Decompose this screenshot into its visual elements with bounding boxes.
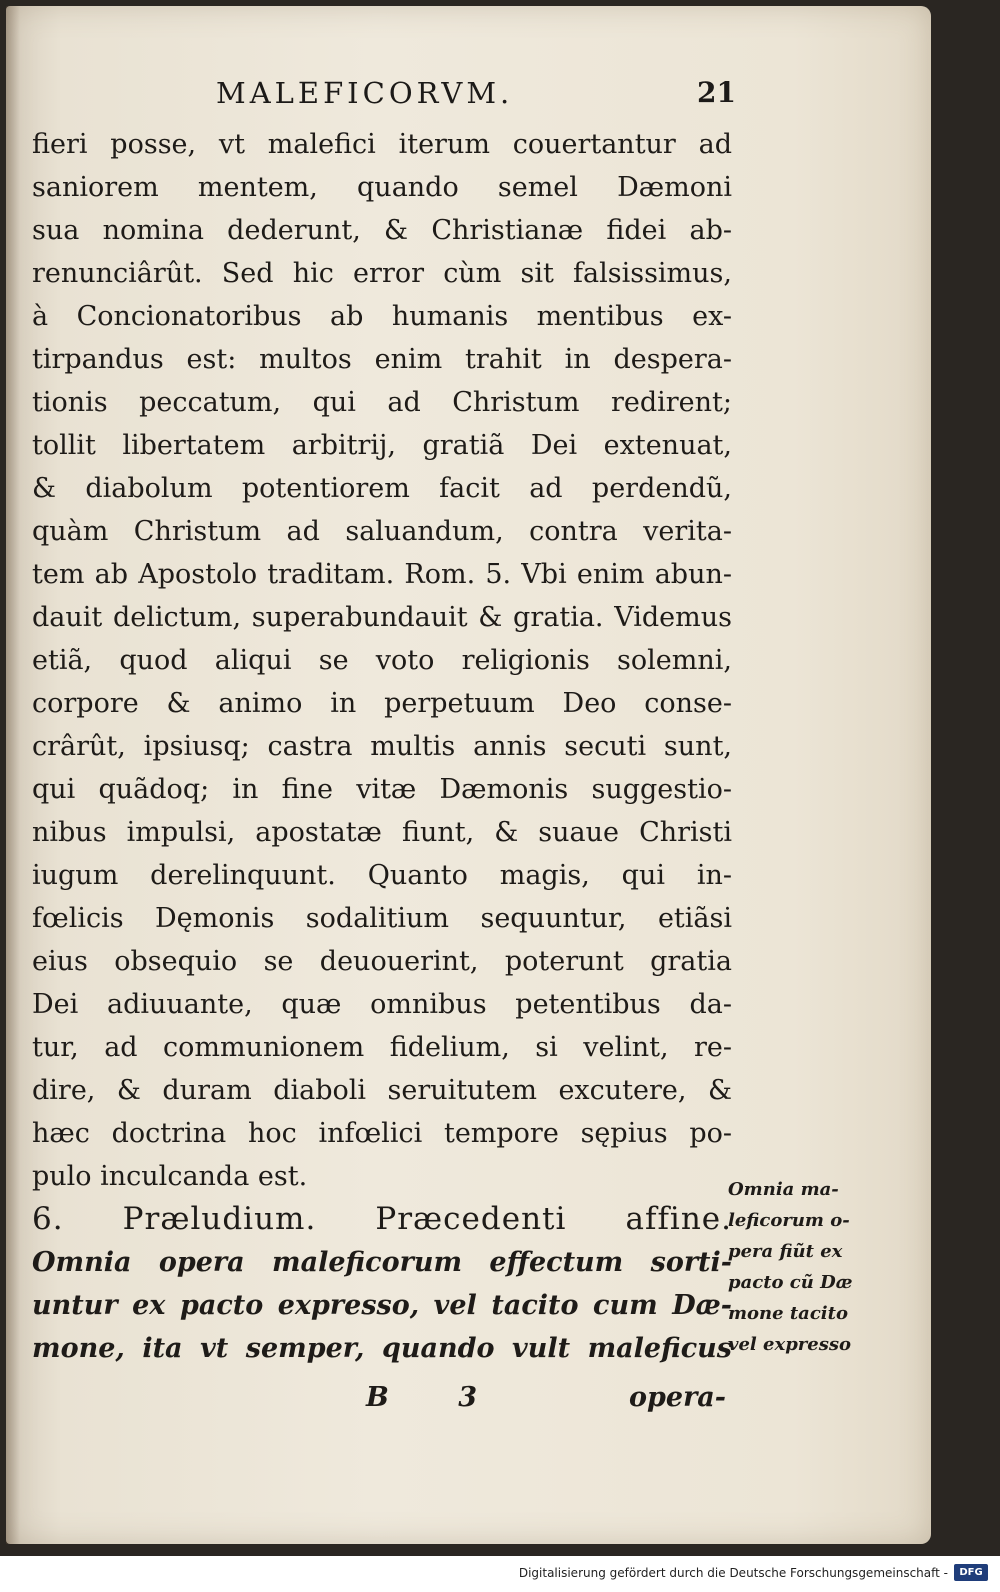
marginal-note-line: pera fiũt ex bbox=[728, 1241, 843, 1262]
text-line: crârût, ipsiusq; castra multis annis secuti sunt, bbox=[32, 731, 732, 762]
italic-text-line: mone, ita vt semper, quando vult maleficus bbox=[32, 1333, 732, 1364]
text-line: & diabolum potentiorem facit ad perdendũ, bbox=[32, 473, 732, 504]
page-number: 21 bbox=[697, 76, 736, 109]
page-footer bbox=[366, 1382, 726, 1422]
text-line: corpore & animo in perpetuum Deo conse- bbox=[32, 688, 732, 719]
book-page bbox=[6, 6, 931, 1544]
catchword: opera- bbox=[629, 1382, 726, 1413]
main-text-block bbox=[32, 123, 732, 1370]
text-line: etiã, quod aliqui se voto religionis solemni, bbox=[32, 645, 732, 676]
text-line: tollit libertatem arbitrij, gratiã Dei extenuat, bbox=[32, 430, 732, 461]
funding-credit: Digitalisierung gefördert durch die Deutsche Forschungsgemeinschaft - bbox=[518, 1566, 948, 1580]
text-line: à Concionatoribus ab humanis mentibus ex- bbox=[32, 301, 732, 332]
text-line: tionis peccatum, qui ad Christum redirent; bbox=[32, 387, 732, 418]
marginal-note-line: leficorum o- bbox=[728, 1210, 850, 1231]
running-head: MALEFICORVM. bbox=[216, 76, 514, 110]
italic-text-line: Omnia opera maleficorum effectum sorti- bbox=[32, 1247, 732, 1278]
text-line: tem ab Apostolo traditam. Rom. 5. Vbi enim abun- bbox=[32, 559, 732, 590]
text-line: fœlicis Dęmonis sodalitium sequuntur, etiãsi bbox=[32, 903, 732, 934]
signature-mark: B 3 bbox=[366, 1382, 508, 1413]
credit-bar bbox=[0, 1556, 1000, 1592]
text-line: iugum derelinquunt. Quanto magis, qui in- bbox=[32, 860, 732, 891]
text-line: fieri posse, vt malefici iterum couertantur ad bbox=[32, 129, 732, 160]
text-line: tirpandus est: multos enim trahit in despera- bbox=[32, 344, 732, 375]
text-line: Dei adiuuante, quæ omnibus petentibus da- bbox=[32, 989, 732, 1020]
text-line: nibus impulsi, apostatæ fiunt, & suaue Christi bbox=[32, 817, 732, 848]
text-line: hæc doctrina hoc infœlici tempore sępius po- bbox=[32, 1118, 732, 1149]
marginal-note-line: mone tacito bbox=[728, 1303, 848, 1324]
section-heading: 6. Præludium. Præcedenti affine. bbox=[32, 1201, 732, 1237]
text-line: tur, ad communionem fidelium, si velint, re- bbox=[32, 1032, 732, 1063]
marginal-note bbox=[728, 1174, 878, 1360]
text-line: dauit delictum, superabundauit & gratia. Videmus bbox=[32, 602, 732, 633]
text-line: eius obsequio se deuouerint, poterunt gratia bbox=[32, 946, 732, 977]
page-header bbox=[216, 76, 736, 116]
marginal-note-line: vel expresso bbox=[728, 1334, 851, 1355]
page-gutter-shadow bbox=[6, 6, 20, 1544]
text-line: dire, & duram diaboli seruitutem excutere, & bbox=[32, 1075, 732, 1106]
marginal-note-line: pacto cũ Dæ bbox=[728, 1272, 853, 1293]
text-line: renunciârût. Sed hic error cùm sit falsissimus, bbox=[32, 258, 732, 289]
text-line: qui quãdoq; in fine vitæ Dæmonis suggestio- bbox=[32, 774, 732, 805]
marginal-note-line: Omnia ma- bbox=[728, 1179, 839, 1200]
text-line: pulo inculcanda est. bbox=[32, 1161, 308, 1192]
dfg-logo: DFG bbox=[954, 1564, 988, 1581]
text-line: quàm Christum ad saluandum, contra verita- bbox=[32, 516, 732, 547]
text-line: saniorem mentem, quando semel Dæmoni bbox=[32, 172, 732, 203]
italic-text-line: untur ex pacto expresso, vel tacito cum Dæ- bbox=[32, 1290, 732, 1321]
text-line: sua nomina dederunt, & Christianæ fidei ab- bbox=[32, 215, 732, 246]
